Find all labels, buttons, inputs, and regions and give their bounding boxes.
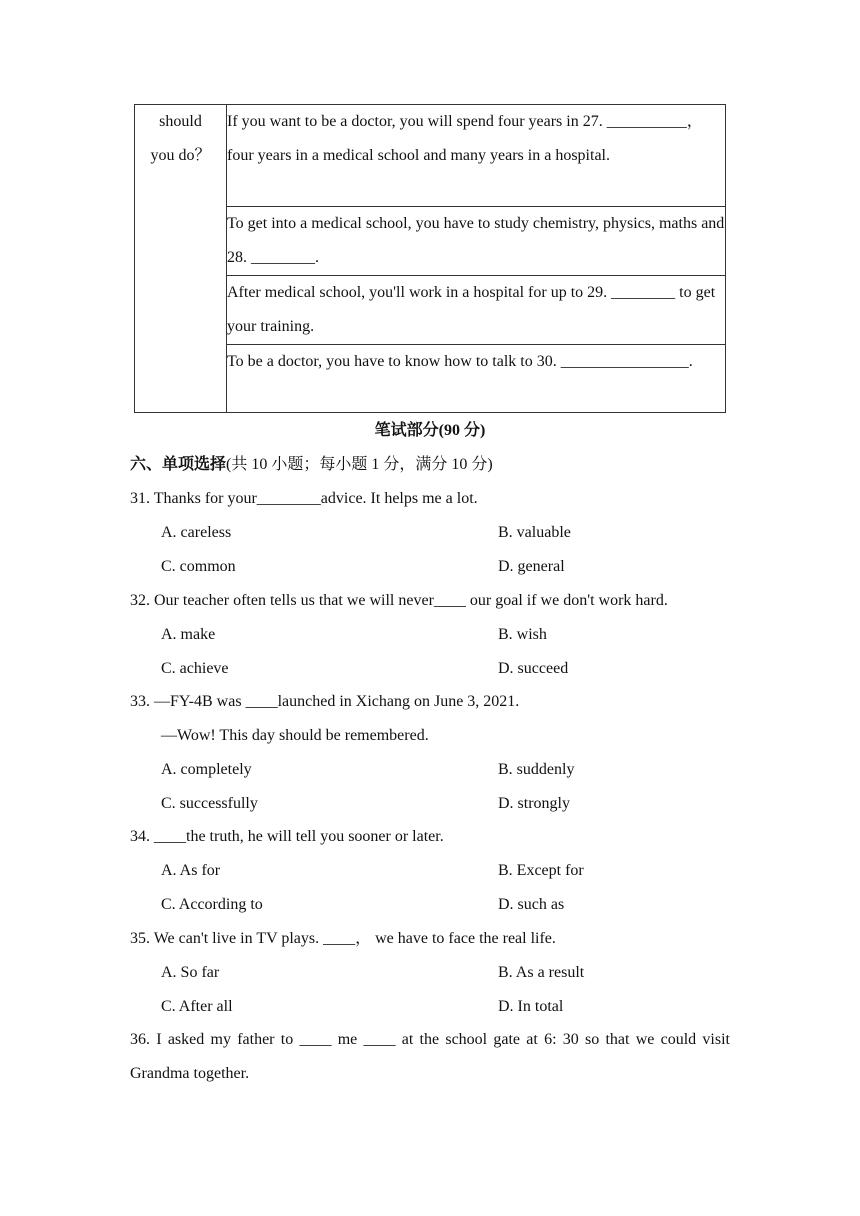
table-row: To get into a medical school, you have to study chemistry, physics, maths and 28. ________. <box>227 207 726 276</box>
question-stem-reply: —Wow! This day should be remembered. <box>161 727 429 744</box>
table-row: After medical school, you'll work in a hospital for up to 29. ________ to get your training. <box>227 276 726 345</box>
option-a[interactable]: A. make <box>161 626 216 643</box>
option-c[interactable]: C. After all <box>161 998 233 1015</box>
option-b[interactable]: B. wish <box>498 626 547 643</box>
option-c[interactable]: C. successfully <box>161 795 258 812</box>
option-d[interactable]: D. such as <box>498 896 565 913</box>
question-stem: 32. Our teacher often tells us that we will never____ our goal if we don't work hard. <box>130 592 668 609</box>
option-b[interactable]: B. As a result <box>498 964 585 981</box>
option-d[interactable]: D. In total <box>498 998 564 1015</box>
option-d[interactable]: D. succeed <box>498 660 569 677</box>
question-stem: 31. Thanks for your________advice. It helps me a lot. <box>130 490 478 507</box>
option-c[interactable]: C. achieve <box>161 660 229 677</box>
section-label: 六、单项选择 <box>130 456 227 473</box>
section-title <box>130 448 730 482</box>
question-stem: 36. I asked my father to ____ me ____ at the school gate at 6: 30 so that we could visit Grandma together. <box>130 1031 730 1082</box>
option-a[interactable]: A. completely <box>161 761 252 778</box>
written-part-heading: 笔试部分(90 分) <box>374 422 486 439</box>
question-stem: 35. We can't live in TV plays. ____， we have to face the real life. <box>130 930 556 947</box>
option-a[interactable]: A. So far <box>161 964 220 981</box>
section-note: (共 10 小题；每小题 1 分，满分 10 分) <box>226 456 493 473</box>
table-left-cell <box>135 105 227 413</box>
option-a[interactable]: A. careless <box>161 524 232 541</box>
option-c[interactable]: C. common <box>161 558 236 575</box>
option-a[interactable]: A. As for <box>161 862 221 879</box>
option-c[interactable]: C. According to <box>161 896 263 913</box>
option-b[interactable]: B. Except for <box>498 862 584 879</box>
option-b[interactable]: B. suddenly <box>498 761 575 778</box>
table-row: If you want to be a doctor, you will spend four years in 27. __________， four years in a medical school and many years in a hospital. <box>227 105 726 207</box>
table-row: To be a doctor, you have to know how to talk to 30. ________________. <box>227 345 726 413</box>
option-b[interactable]: B. valuable <box>498 524 571 541</box>
option-d[interactable]: D. general <box>498 558 565 575</box>
question-stem: 34. ____the truth, he will tell you sooner or later. <box>130 828 444 845</box>
question-stem: 33. —FY-4B was ____launched in Xichang on June 3, 2021. <box>130 693 520 710</box>
option-d[interactable]: D. strongly <box>498 795 570 812</box>
table-left-label: should you do？ <box>150 113 211 164</box>
info-table <box>134 104 726 413</box>
